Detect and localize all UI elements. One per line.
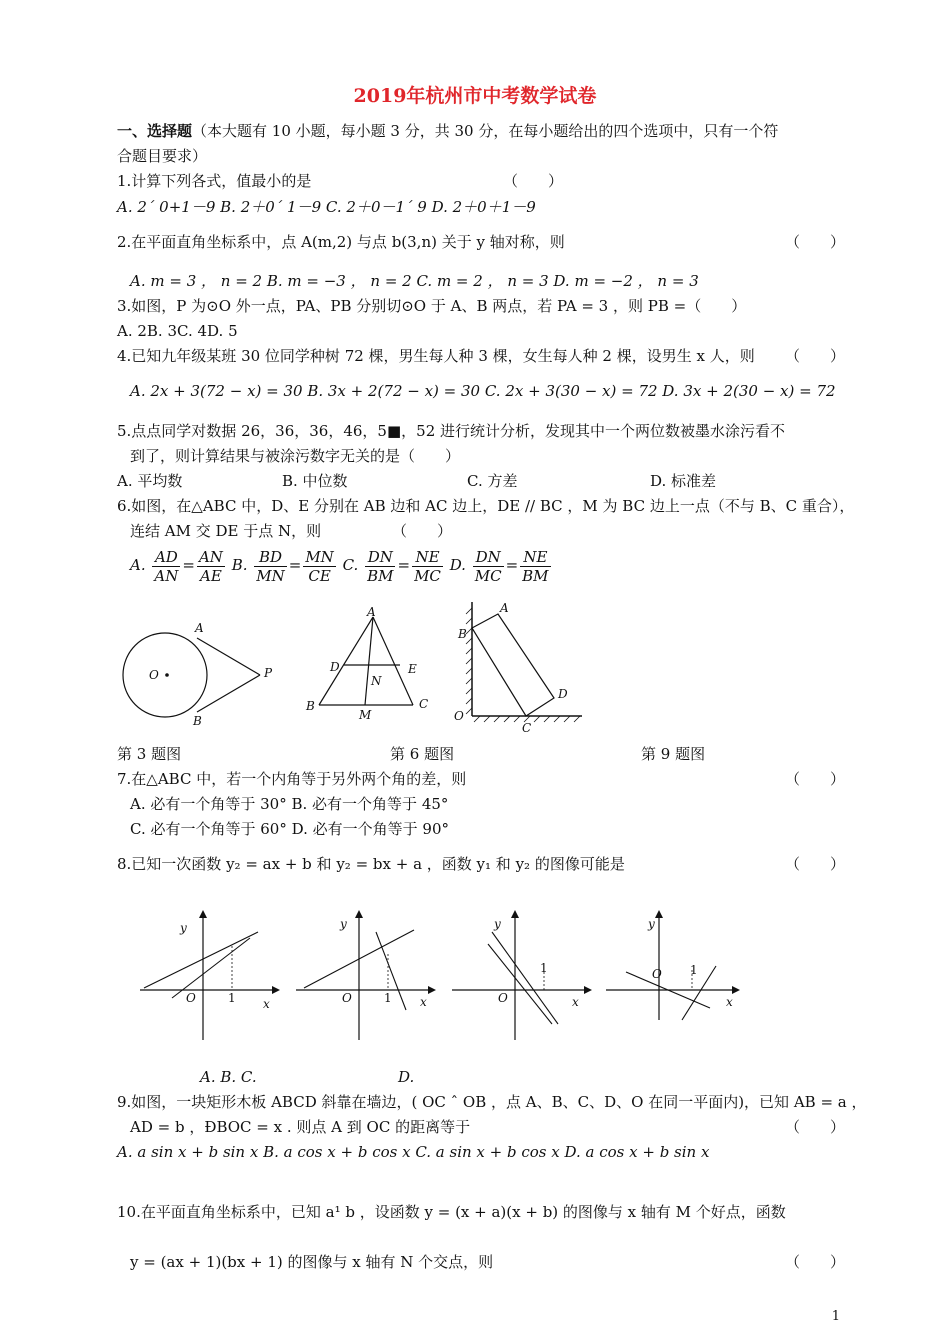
fig6-caption: 第 6 题图 <box>390 745 455 763</box>
q3-options: A. 2B. 3C. 4D. 5 <box>117 322 238 340</box>
q6-paren: （ ） <box>392 522 453 540</box>
fig6-label-n: N <box>371 674 382 688</box>
q1-stem: 1.计算下列各式，值最小的是 <box>117 172 312 190</box>
q10-stem-line1: 10.在平面直角坐标系中，已知 a¹ b ，设函数 y = (x + a)(x + b) 的图像与 x 轴有 M 个好点，函数 <box>117 1203 786 1221</box>
fig3-label-a: A <box>195 621 204 635</box>
q8d-label-x: x <box>726 995 733 1009</box>
q8a-label-one: 1 <box>228 991 236 1005</box>
q7-options-ab: A. 必有一个角等于 30° B. 必有一个角等于 45° <box>130 795 449 813</box>
q5-stem-line1: 5.点点同学对数据 26，36，36，46，5■，52 进行统计分析，发现其中一个两位数被墨水涂污看不 <box>117 422 786 440</box>
q8-labels-abc: A. B. C. <box>200 1068 257 1086</box>
q8c-label-x: x <box>572 995 579 1009</box>
q6-label-c: C. <box>342 556 359 574</box>
q6-frac-c2: $\frac{NE}{MC}$ <box>414 547 441 585</box>
fig9-label-d: D <box>558 687 568 701</box>
q7-stem: 7.在△ABC 中，若一个内角等于另外两个角的差，则 <box>117 770 467 788</box>
q8d-label-o: O <box>652 967 662 981</box>
q8b-label-y: y <box>340 917 347 931</box>
q8c-label-y: y <box>494 917 501 931</box>
q2-paren: （ ） <box>785 233 846 251</box>
fig6-label-e: E <box>408 662 417 676</box>
fig9-label-o: O <box>454 709 464 723</box>
q2-stem: 2.在平面直角坐标系中，点 A(m,2) 与点 b(3,n) 关于 y 轴对称，则 <box>117 233 565 251</box>
q6-frac-a1: $\frac{AD}{AN}$ <box>154 547 179 585</box>
fig6-label-c: C <box>419 697 429 711</box>
q6-stem-line2: 连结 AM 交 DE 于点 N，则 <box>130 522 322 540</box>
q8a-label-y: y <box>180 921 187 935</box>
figure-3 <box>115 615 285 730</box>
q8b-label-o: O <box>342 991 352 1005</box>
q5-option-b: B. 中位数 <box>282 472 348 490</box>
q6-label-d: D. <box>449 556 466 574</box>
fig3-label-p: P <box>264 666 273 680</box>
fig9-label-c: C <box>522 721 532 735</box>
q8c-label-one: 1 <box>540 961 548 975</box>
fig3-label-o: O <box>149 668 159 682</box>
section-desc-line2: 合题目要求） <box>117 147 208 165</box>
q8-paren: （ ） <box>785 855 846 873</box>
q8a-label-o: O <box>186 991 196 1005</box>
q8-graph-d <box>606 910 746 1040</box>
fig9-label-b: B <box>458 627 467 641</box>
q7-paren: （ ） <box>785 770 846 788</box>
q8-graph-b <box>296 910 436 1040</box>
fig3-label-b: B <box>193 714 202 728</box>
page-number: 1 <box>831 1309 840 1324</box>
q9-stem-line1: 9.如图，一块矩形木板 ABCD 斜靠在墙边，( OC ˆ OB ，点 A、B、C、D、O 在同一平面内)，已知 AB = a ， <box>117 1093 867 1111</box>
q8c-label-o: O <box>498 991 508 1005</box>
q5-option-a: A. 平均数 <box>117 472 183 490</box>
q3-stem: 3.如图，P 为⊙O 外一点，PA、PB 分别切⊙O 于 A、B 两点，若 PA = 3 ，则 PB =（ ） <box>117 297 747 315</box>
q8b-label-one: 1 <box>384 991 392 1005</box>
q6-options: A. $\frac{AD}{AN}$ = $\frac{AN}{AE}$ B. $\frac{BD}{MN}$ = $\frac{MN}{CE}$ C. $\frac{DN}{BM}$ = $\frac{NE}{MC}$ D. $\frac{DN}{MC}$ = $\frac{NE}{BM}$ <box>130 547 549 585</box>
q9-options: A. a sin x + b sin x B. a cos x + b cos x C. a sin x + b cos x D. a cos x + b sin x <box>117 1143 710 1161</box>
fig9-caption: 第 9 题图 <box>641 745 706 763</box>
figure-9 <box>450 598 590 738</box>
q9-stem-line2: AD = b ，ÐBOC = x . 则点 A 到 OC 的距离等于 <box>130 1118 471 1136</box>
q8a-label-x: x <box>263 997 270 1011</box>
fig6-label-a: A <box>367 605 376 619</box>
q1-paren: （ ） <box>503 172 564 190</box>
q4-stem: 4.已知九年级某班 30 位同学种树 72 棵，男生每人种 3 棵，女生每人种 2 棵，设男生 x 人，则 <box>117 347 755 365</box>
figure-6 <box>300 605 440 725</box>
q6-frac-c1: $\frac{DN}{BM}$ <box>367 547 394 585</box>
page-title: 2019年杭州市中考数学试卷 <box>353 85 597 107</box>
q7-options-cd: C. 必有一个角等于 60° D. 必有一个角等于 90° <box>130 820 449 838</box>
q6-frac-d2: $\frac{NE}{BM}$ <box>522 547 549 585</box>
q6-frac-b2: $\frac{MN}{CE}$ <box>305 547 334 585</box>
q10-stem-line2: y = (ax + 1)(bx + 1) 的图像与 x 轴有 N 个交点，则 <box>130 1253 494 1271</box>
q8b-label-x: x <box>420 995 427 1009</box>
fig9-label-a: A <box>500 601 509 615</box>
q6-stem-line1: 6.如图，在△ABC 中，D、E 分别在 AB 边和 AC 边上，DE // BC ，M 为 BC 边上一点（不与 B、C 重合）， <box>117 497 855 515</box>
q8-stem: 8.已知一次函数 y₂ = ax + b 和 y₂ = bx + a ，函数 y₁ 和 y₂ 的图像可能是 <box>117 855 625 873</box>
q6-frac-a2: $\frac{AN}{AE}$ <box>198 547 223 585</box>
q8d-label-y: y <box>648 917 655 931</box>
q9-paren: （ ） <box>785 1118 846 1136</box>
q8-graph-a <box>140 910 280 1040</box>
fig6-label-m: M <box>359 708 372 722</box>
q8d-label-one: 1 <box>690 963 698 977</box>
q6-frac-d1: $\frac{DN}{MC}$ <box>474 547 502 585</box>
q6-label-b: B. <box>231 556 248 574</box>
section-heading: 一、选择题 <box>117 122 193 140</box>
q1-options: A. 2´ 0+1－9 B. 2＋0´ 1－9 C. 2＋0－1´ 9 D. 2＋0＋1－9 <box>117 198 536 216</box>
section-desc-line1: （本大题有 10 小题，每小题 3 分，共 30 分，在每小题给出的四个选项中，只有一个符 <box>192 122 779 140</box>
fig3-caption: 第 3 题图 <box>117 745 182 763</box>
q2-options: A. m = 3 ， n = 2 B. m = −3 ， n = 2 C. m = 2 ， n = 3 D. m = −2 ， n = 3 <box>130 272 699 290</box>
q4-options: A. 2x + 3(72 − x) = 30 B. 3x + 2(72 − x) = 30 C. 2x + 3(30 − x) = 72 D. 3x + 2(30 − x) = 72 <box>130 382 836 400</box>
q5-stem-line2: 到了，则计算结果与被涂污数字无关的是（ ） <box>130 447 461 465</box>
fig6-label-b: B <box>306 699 315 713</box>
fig6-label-d: D <box>330 660 340 674</box>
q8-graph-c <box>452 910 592 1040</box>
q5-option-c: C. 方差 <box>467 472 518 490</box>
q8-label-d: D. <box>398 1068 415 1086</box>
section-header <box>117 121 778 141</box>
q6-frac-b1: $\frac{BD}{MN}$ <box>256 547 285 585</box>
q10-paren: （ ） <box>785 1253 846 1271</box>
q5-option-d: D. 标准差 <box>650 472 717 490</box>
q4-paren: （ ） <box>785 347 846 365</box>
q6-label-a: A. <box>130 556 146 574</box>
